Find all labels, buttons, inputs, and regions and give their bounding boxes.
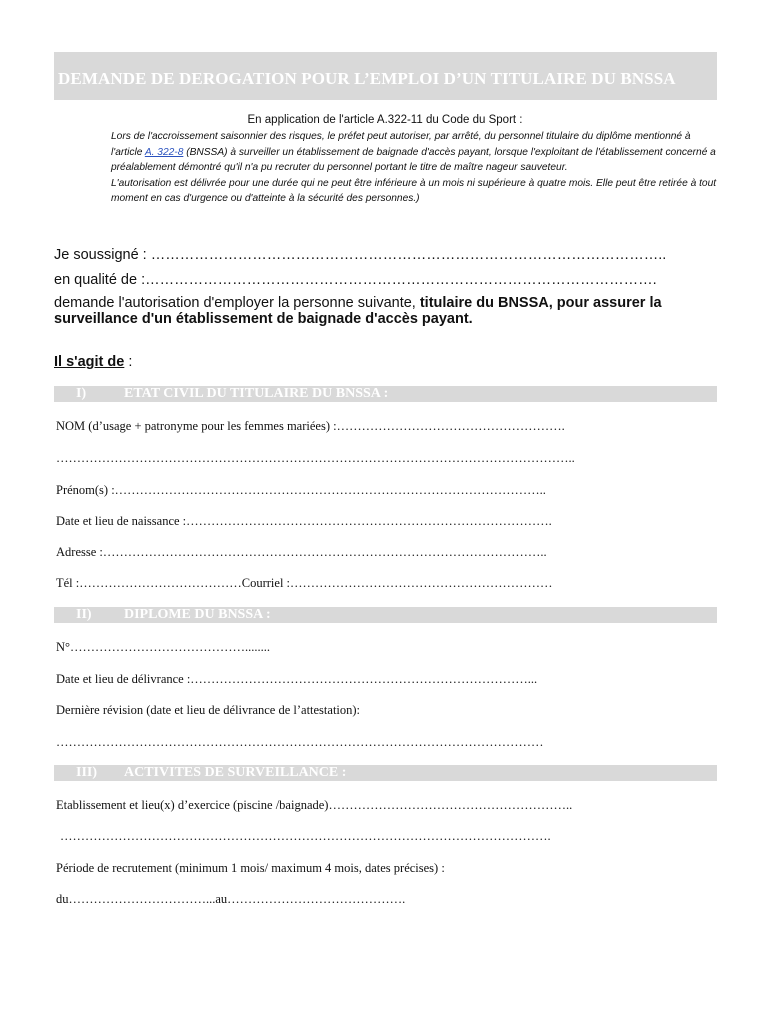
page-title: DEMANDE DE DEROGATION POUR L’EMPLOI D’UN TITULAIRE DU BNSSA (58, 69, 676, 88)
qualite-field[interactable]: en qualité de :……………………………………………………………………………………………. (54, 272, 657, 288)
intro-p1-before: Lors de l'accroissement saisonnier des risques, le préfet peut autoriser, par arrêté, du personnel titulaire du diplôme mentionné à l'article (111, 131, 691, 158)
section-diplome (54, 607, 717, 623)
section-2-number: II) (76, 607, 92, 622)
tel-courriel-field[interactable]: Tél :…………………………………Courriel :……………………………………………………… (56, 576, 553, 590)
etablissement-continuation-field[interactable]: ………………………………………………………………………………………………………. (60, 829, 551, 843)
demande-paragraph (54, 295, 719, 327)
intro-text (111, 129, 723, 207)
nom-field[interactable]: NOM (d’usage + patronyme pour les femmes mariées) :………………………………………………. (56, 419, 565, 433)
article-link[interactable]: A. 322-8 (144, 146, 184, 158)
periode-label: Période de recrutement (minimum 1 mois/ maximum 4 mois, dates précises) : (56, 861, 445, 875)
title-banner (54, 52, 717, 100)
intro-paragraph-1 (111, 129, 723, 176)
sagit-label: Il s'agit de (54, 354, 125, 370)
delivrance-field[interactable]: Date et lieu de délivrance :………………………………………………………………………... (56, 672, 538, 686)
diplome-numero-field[interactable]: N°……………………………………........ (56, 640, 271, 654)
prenom-field[interactable]: Prénom(s) :………………………………………………………………………………………….. (56, 483, 546, 497)
section-3-label: ACTIVITES DE SURVEILLANCE : (124, 765, 347, 780)
section-activites (54, 765, 717, 781)
dates-field[interactable]: du……………………………...au……………………………………. (56, 892, 406, 906)
section-1-label: ETAT CIVIL DU TITULAIRE DU BNSSA : (124, 386, 389, 401)
demande-text: demande l'autorisation d'employer la personne suivante, (54, 295, 420, 311)
intro-p1-after: (BNSSA) à surveiller un établissement de baignade d'accès payant, lorsque l'exploitant de l'établissement concerné a préalablement démontré qu'il n'a pu recruter du personnel portant le titre de maître nageur sauveteur. (111, 146, 716, 173)
etablissement-field[interactable]: Etablissement et lieu(x) d’exercice (piscine /baignade)………………………………………………….. (56, 798, 573, 812)
revision-label: Dernière révision (date et lieu de délivrance de l’attestation): (56, 703, 361, 717)
soussigne-field[interactable]: Je soussigné : …………………………………………………………………………………………….. (54, 247, 667, 263)
intro-paragraph-2: L'autorisation est délivrée pour une durée qui ne peut être inférieure à un mois ni supérieure à quatre mois. Elle peut être retirée à tout moment en cas d'urgence ou d'atteinte à la sécurité des personnes.) (111, 177, 717, 204)
adresse-field[interactable]: Adresse :…………………………………………………………………………………………….. (56, 545, 547, 559)
section-3-number: III) (76, 765, 98, 780)
sagit-colon: : (124, 354, 133, 370)
intro-heading: En application de l'article A.322-11 du Code du Sport : (247, 114, 523, 126)
sagit-heading (54, 354, 132, 370)
section-1-number: I) (76, 386, 87, 401)
revision-field[interactable]: ……………………………………………………………………………………………………… (56, 735, 544, 749)
nom-continuation-field[interactable]: …………………………………………………………………………………………………………….. (56, 451, 575, 465)
naissance-field[interactable]: Date et lieu de naissance :……………………………………………………………………………. (56, 514, 552, 528)
section-etat-civil (54, 386, 717, 402)
section-2-label: DIPLOME DU BNSSA : (124, 607, 271, 622)
demande-bold-text: titulaire du BNSSA, pour assurer la surveillance d'un établissement de baignade d'accès payant. (54, 295, 662, 327)
